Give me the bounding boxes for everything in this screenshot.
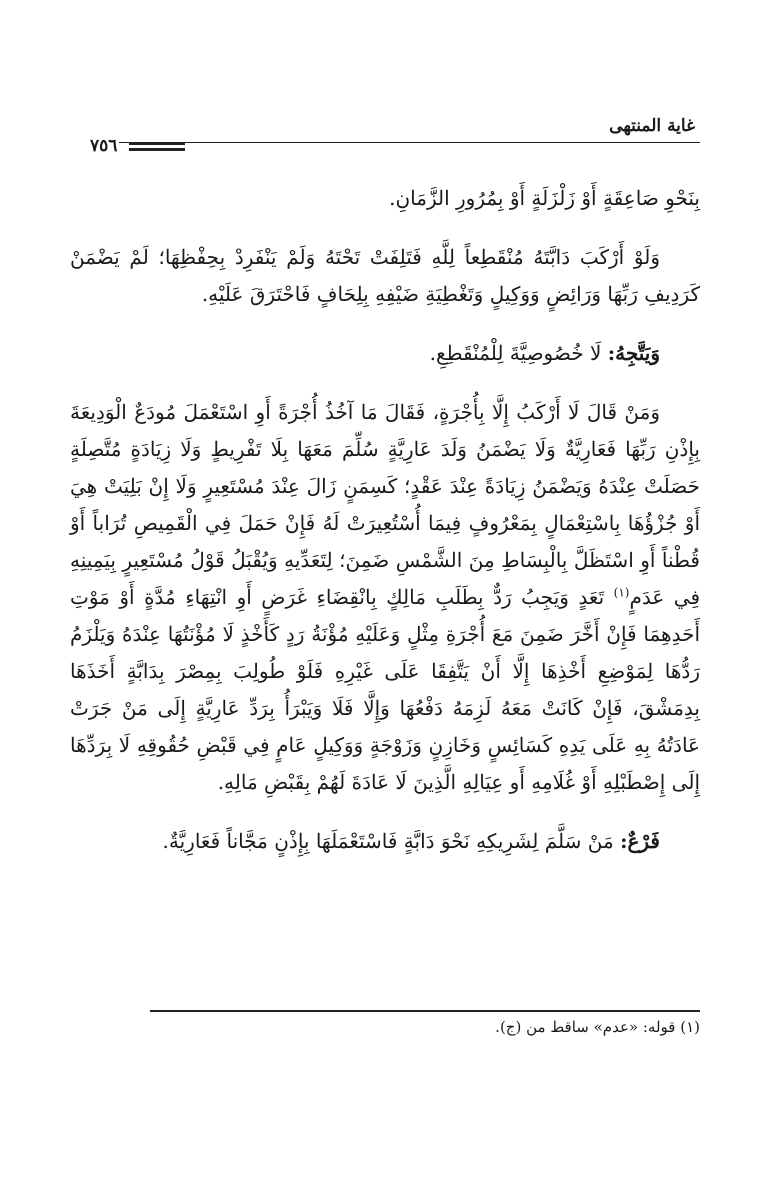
footnote-rule xyxy=(150,1010,700,1012)
paragraph-1: بِنَحْوِ صَاعِقَةٍ أَوْ زَلْزَلَةٍ أَوْ بِمُرُورِ الزَّمَانِ. xyxy=(389,186,700,210)
paragraph-3-text: لَا خُصُوصِيَّةَ لِلْمُنْقَطِعِ. xyxy=(429,341,602,365)
running-title: غاية المنتهى xyxy=(609,116,695,136)
paragraph-4-text-after: تَعَدٍ وَيَجِبُ رَدٌّ بِطَلَبِ مَالِكٍ بِانْقِضَاءِ غَرَضٍ أَوِ انْتِهَاءِ مُدَّةٍ أَوْ مَوْتِ أَحَدِهِمَا فَإِنْ أَخَّرَ ضَمِنَ مَعَ أُجْرَةِ مِثْلٍ وَعَلَيْهِ مُؤْنَةُ رَدٍ كَأَخْذٍ لَا مُؤْنَتُهَا عِنْدَهُ وَيَلْزَمُ رَدُّهَا لِمَوْضِعِ أَخْذِهَا إِلَّا أَنْ يَتَّفِقَا عَلَى غَيْرِهِ فَلَوْ طُولِبَ بِمِصْرَ بِدَابَّةٍ أَخَذَهَا بِدِمَشْقَ، فَإِنْ كَانَتْ مَعَهُ لَزِمَهُ دَفْعُهَا وَإِلَّا فَلَا وَيَبْرَأُ بِرَدِّ عَارِيَّةٍ إِلَى مَنْ جَرَتْ عَادَتُهُ بِهِ عَلَى يَدِهِ كَسَائِسٍ وَخَازِنٍ وَزَوْجَةٍ وَوَكِيلٍ عَامٍ فِي قَبْضِ حُقُوقِهِ لَا بِرَدِّهَا إِلَى إِصْطَبْلِهِ أَوْ غُلَامِهِ أَو عِيَالِهِ الَّذِينَ لَا عَادَةَ لَهُمْ بِقَبْضِ مَالِهِ. xyxy=(70,585,700,794)
paragraph-3-label: وَيَتَّجِهُ: xyxy=(607,341,660,365)
paragraph-4-text-before: وَمَنْ قَالَ لَا أَرْكَبُ إِلَّا بِأُجْرَةٍ، فَقَالَ مَا آخُذُ أُجْرَةً أَوِ اسْتَعْمَلَ مُودَعٌ الْوَدِيعَةَ بِإِذْنِ رَبِّهَا فَعَارِيَّةٌ وَلَا يَضْمَنُ وَلَدَ عَارِيَّةٍ سُلِّمَ مَعَهَا بِلَا تَفْرِيطٍ وَلَا زِيَادَةٍ مُتَّصِلَةٍ حَصَلَتْ عِنْدَهُ وَيَضْمَنُ زِيَادَةً عِنْدَ عَقْدٍ؛ كَسِمَنٍ زَالَ عِنْدَ مُسْتَعِيرٍ وَلَا إِنْ بَلِيَتْ هِيَ أَوْ جُزْؤُهَا بِاسْتِعْمَالٍ بِمَعْرُوفٍ فِيمَا أُسْتُعِيرَتْ لَهُ فَإِنْ حَمَلَ فِي الْقَمِيصِ تُرَاباً أَوْ قُطْناً أَوِ اسْتَظَلَّ بِالْبِسَاطِ مِنَ الشَّمْسِ ضَمِنَ؛ لِتَعَدِّيهِ وَيُقْبَلُ قَوْلُ مُسْتَعِيرٍ بِيَمِينِهِ فِي عَدَمٍ xyxy=(70,400,701,609)
paragraph-5-label: فَرْعٌ: xyxy=(620,829,660,853)
header-double-bar xyxy=(129,142,185,151)
footnote-reference: (١) xyxy=(613,585,630,600)
paragraph-5-text: مَنْ سَلَّمَ لِشَرِيكِهِ نَحْوَ دَابَّةٍ فَاسْتَعْمَلَهَا بِإِذْنٍ مَجَّاناً فَعَارِيَّةٌ. xyxy=(162,829,614,853)
body-text xyxy=(70,180,700,860)
page-number: ٧٥٦ xyxy=(90,136,118,156)
footnote: (١) قوله: «عدم» ساقط من (ج). xyxy=(495,1018,700,1036)
paragraph-4 xyxy=(70,394,700,801)
paragraph-5 xyxy=(70,823,700,860)
paragraph-3 xyxy=(70,335,700,372)
paragraph-2: وَلَوْ أَرْكَبَ دَابَّتَهُ مُنْقَطِعاً لِلَّهِ فَتَلِفَتْ تَحْتَهُ وَلَمْ يَنْفَرِدْ بِحِفْظِهَا؛ لَمْ يَضْمَنْ كَرَدِيفِ رَبِّهَا وَرَائِضٍ وَوَكِيلٍ وَتَغْطِيَةِ ضَيْفِهِ بِلِحَافٍ فَاحْتَرَقَ عَلَيْهِ. xyxy=(70,245,700,306)
page-number-block xyxy=(88,138,185,155)
